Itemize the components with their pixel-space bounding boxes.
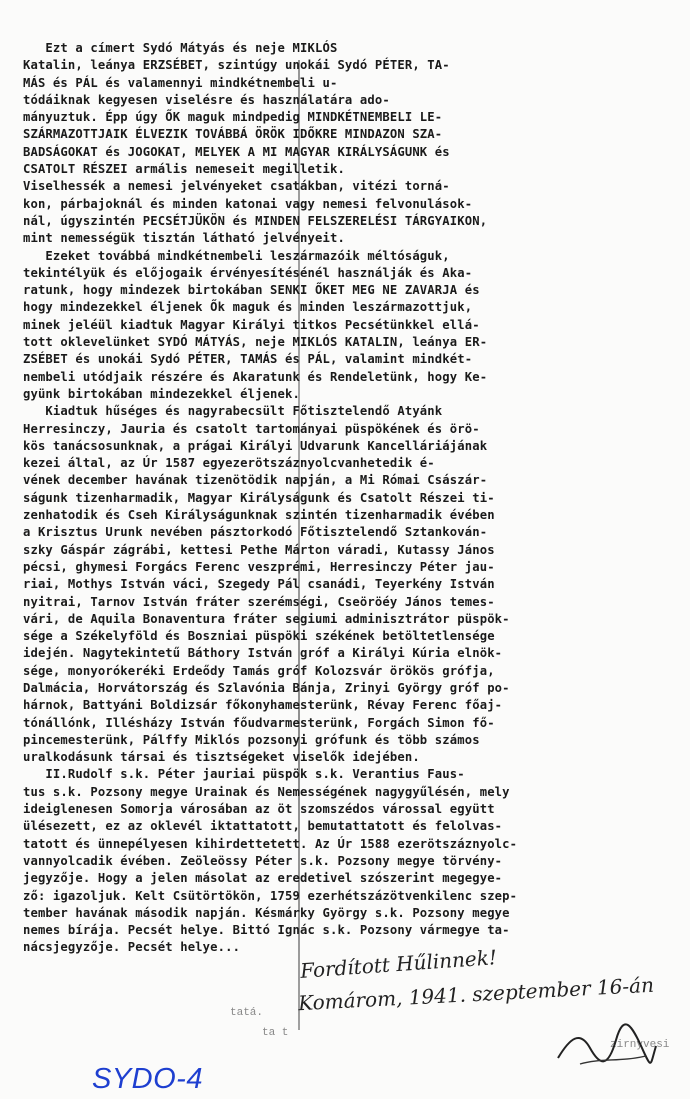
typed-line: nácsjegyzője. Pecsét helye... (8, 940, 241, 955)
typed-line: tott oklevelünket SYDÓ MÁTYÁS, neje MIKLÓS KATALIN, leánya ER- (8, 335, 488, 350)
typed-line: tónállónk, Illésházy István főudvarmesterünk, Forgách Simon fő- (8, 715, 495, 730)
typed-line: Katalin, leánya ERZSÉBET, szintúgy unokái Sydó PÉTER, TA- (8, 58, 450, 73)
typed-line: jegyzője. Hogy a jelen másolat az eredetivel szószerint megegye- (8, 871, 503, 886)
typed-line: Ezt a címert Sydó Mátyás és neje MIKLÓS (8, 41, 338, 55)
typed-line: Viselhessék a nemesi jelvényeket csatákban, vitézi torná- (8, 179, 450, 194)
typed-line: tember havának második napján. Késmárky György s.k. Pozsony megye (8, 905, 510, 920)
typed-line: nyitrai, Tarnov István fráter szerémségi, Cseöröéy János temes- (8, 594, 495, 609)
handwritten-place-date: Komárom, 1941. szeptember 16-án (297, 972, 655, 1016)
typed-line: pécsi, ghymesi Forgács Ferenc veszprémi, Herresinczy Péter jau- (8, 559, 495, 574)
typed-line: gyünk birtokában mindezekkel éljenek. (8, 386, 301, 401)
typed-line: Herresinczy, Jauria és csatolt tartományai püspökének és örö- (8, 421, 480, 436)
typed-line: zenhatodik és Cseh Királyságunknak szintén tizenharmadik évében (8, 508, 495, 523)
typed-line: sége, monyorókeréki Erdeődy Tamás gróf Kolozsvár örökös grófja, (8, 663, 495, 678)
typed-line: uralkodásunk társai és tisztségeket viselők idejében. (8, 750, 420, 765)
signature (550, 1018, 660, 1078)
typed-line: nál, úgyszintén PECSÉTJÜKÖN és MINDEN FELSZERELÉSI TÁRGYAIKON, (8, 213, 488, 228)
typed-line: minek jeléül kiadtuk Magyar Királyi titkos Pecsétünkkel ellá- (8, 317, 480, 332)
typed-line: nembeli utódjaik részére és Akaratunk és Rendeletünk, hogy Ke- (8, 369, 488, 384)
typed-line: Dalmácia, Horvátország és Szlavónia Bánja, Zrinyi György gróf po- (8, 680, 510, 695)
typed-line: vári, de Aquila Bonaventura fráter segiumi adminisztrátor püspök- (8, 611, 510, 626)
typed-line: ságunk tizenharmadik, Magyar Királyságunk és Csatolt Részei ti- (8, 490, 495, 505)
typed-line: Ezeket továbbá mindkétnembeli leszármazóik méltóságuk, (8, 248, 450, 263)
typed-line: ideiglenesen Somorja városában az öt szomszédos várossal együtt (8, 802, 495, 817)
typed-line: vannyolcadik évében. Zeöleössy Péter s.k. Pozsony megye törvény- (8, 853, 503, 868)
typed-line: BADSÁGOKAT és JOGOKAT, MELYEK A MI MAGYAR KIRÁLYSÁGUNK és (8, 144, 450, 159)
handwritten-note: Fordított Hűlinnek! (299, 945, 498, 983)
typed-line: pincemesterünk, Pálffy Miklós pozsonyi grófunk és több számos (8, 732, 480, 747)
typed-line: tekintélyük és előjogaik érvényesítésénél használják és Aka- (8, 265, 473, 280)
typed-line: szky Gáspár zágrábi, kettesi Pethe Márton váradi, Kutassy János (8, 542, 495, 557)
typed-line: sége a Székelyföld és Boszniai püspöki székének betöltetlensége (8, 629, 495, 644)
typed-line: ZSÉBET és unokái Sydó PÉTER, TAMÁS és PÁL, valamint mindkét- (8, 352, 473, 367)
typed-line: hogy mindezekkel éljenek Ők maguk és minden leszármazottjuk, (8, 300, 473, 315)
typed-text-body (8, 40, 680, 957)
typed-line: MÁS és PÁL és valamennyi mindkétnembeli u- (8, 75, 338, 90)
faded-text: zirnyvesi (610, 1039, 670, 1051)
typed-line: idején. Nagytekintetű Báthory István gróf a Királyi Kúria elnök- (8, 646, 503, 661)
typed-line: nemes bírája. Pecsét helye. Bittó Ignác s.k. Pozsony vármegye ta- (8, 923, 510, 938)
typed-line: kezei által, az Úr 1587 egyezerötszáznyolcvanhetedik é- (8, 456, 435, 471)
typed-line: tódáiknak kegyesen viselésre és használatára ado- (8, 92, 390, 107)
document-label: SYDO-4 (92, 1063, 203, 1095)
typed-line: vének december havának tizenötödik napján, a Mi Római Császár- (8, 473, 488, 488)
typed-line: kon, párbajoknál és minden katonai vagy nemesi felvonulások- (8, 196, 473, 211)
typed-line: hárnok, Battyáni Boldizsár főkonyhamesterünk, Révay Ferenc főaj- (8, 698, 503, 713)
typed-line: kös tanácsosunknak, a prágai Királyi Udvarunk Kancelláriájának (8, 438, 488, 453)
typed-line: ző: igazoljuk. Kelt Csütörtökön, 1759 ezerhétszázötvenkilenc szep- (8, 888, 518, 903)
typed-line: Kiadtuk hűséges és nagyrabecsült Főtisztelendő Atyánk (8, 404, 443, 419)
typed-line: CSATOLT RÉSZEI armális nemeseit megilletik. (8, 162, 345, 177)
typed-line: tus s.k. Pozsony megye Urainak és Nemességének nagygyűlésén, mely (8, 784, 510, 799)
typed-line: mint nemességük tisztán látható jelvényeit. (8, 231, 345, 246)
typed-line: SZÁRMAZOTTJAIK ÉLVEZIK TOVÁBBÁ ÖRÖK IDŐKRE MINDAZON SZA- (8, 127, 443, 142)
faded-text: tatá. (230, 1007, 264, 1019)
typed-line: ratunk, hogy mindezek birtokában SENKI ŐKET MEG NE ZAVARJA és (8, 283, 480, 298)
faded-text: ta t (262, 1027, 289, 1039)
typed-line: tatott és ünnepélyesen kihirdettetett. Az Úr 1588 ezerötszáznyolc- (8, 836, 518, 851)
typed-line: riai, Mothys István váci, Szegedy Pál csanádi, Teyerkény István (8, 577, 495, 592)
typed-line: II.Rudolf s.k. Péter jauriai püspök s.k. Verantius Faus- (8, 767, 465, 782)
typed-line: ülésezett, ez az oklevél iktattatott, bemutattatott és felolvas- (8, 819, 503, 834)
typed-line: a Krisztus Urunk nevében pásztorkodó Főtisztelendő Sztankován- (8, 525, 488, 540)
typed-line: mányuztuk. Épp úgy ŐK maguk mindpedig MINDKÉTNEMBELI LE- (8, 110, 443, 125)
